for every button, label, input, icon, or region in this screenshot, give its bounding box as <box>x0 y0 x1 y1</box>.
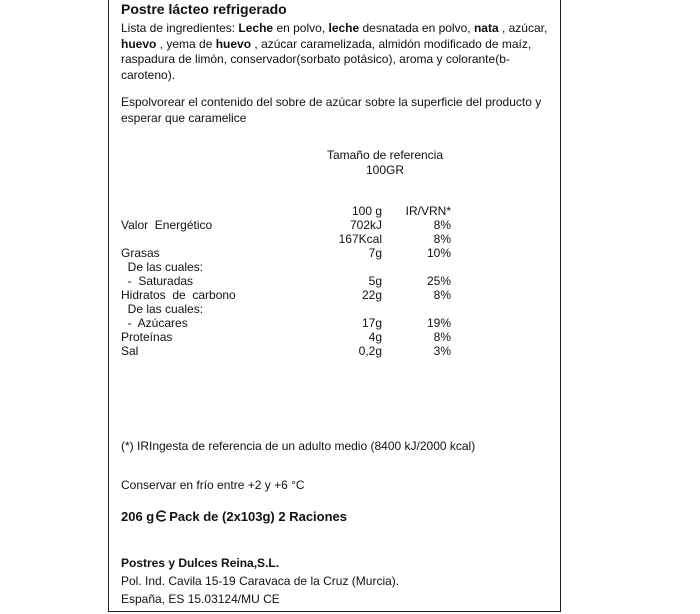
footnote: (*) IRIngesta de referencia de un adulto medio (8400 kJ/2000 kcal) <box>121 439 476 453</box>
product-title: Postre lácteo refrigerado <box>121 1 287 17</box>
nutrient-label: De las cuales: <box>121 302 204 316</box>
nutrient-value-ir: 8% <box>433 330 451 344</box>
nutrient-label: - Saturadas <box>121 274 194 288</box>
pack-description: Pack de (2x103g) 2 Raciones <box>169 509 348 524</box>
ingredient-text: , yema de <box>156 36 216 51</box>
nutrient-label: Grasas <box>121 246 160 260</box>
ingredients-list <box>121 21 553 83</box>
nutrient-value-ir: 10% <box>426 246 451 260</box>
nutrient-value-ir: 25% <box>426 274 451 288</box>
nutrient-value-100g: 167Kcal <box>338 232 382 246</box>
allergen: huevo <box>215 36 252 51</box>
ingredient-text: Lista de ingredientes: <box>121 21 239 35</box>
nutrient-value-100g: 0,2g <box>358 344 382 358</box>
nutrient-label: De las cuales: <box>121 260 204 274</box>
allergen: huevo <box>121 36 157 51</box>
allergen: nata <box>473 21 499 35</box>
preparation-instructions: Espolvorear el contenido del sobre de azúcar sobre la superficie del producto y esperar que caramelice <box>121 95 542 125</box>
ingredient-text: , azúcar caramelizada, almidón modificado de maíz, raspadura de limón, conservador(sorbato potásico), aroma y colorante(b-caroteno). <box>121 36 532 82</box>
storage-instructions: Conservar en frío entre +2 y +6 °C <box>121 478 305 492</box>
reference-size-label: Tamaño de referencia <box>326 148 444 162</box>
allergen: Leche <box>238 21 274 35</box>
nutrient-value-ir: 8% <box>433 288 451 302</box>
net-weight: 206 g <box>121 509 155 524</box>
nutrient-value-ir: 8% <box>433 218 451 232</box>
nutrient-label: Proteínas <box>121 330 173 344</box>
company-name: Postres y Dulces Reina,S.L. <box>121 556 280 570</box>
pack-info <box>121 510 347 524</box>
nutrient-value-ir: 19% <box>426 316 451 330</box>
nutrient-value-100g: 17g <box>361 316 382 330</box>
nutrient-value-100g: 5g <box>368 274 382 288</box>
ingredient-text: en polvo, <box>273 21 329 35</box>
nutrient-value-100g: 702kJ <box>349 218 382 232</box>
nutrient-value-ir: 3% <box>433 344 451 358</box>
allergen: leche <box>328 21 360 35</box>
reference-size-amount: 100GR <box>365 163 405 177</box>
nutrient-value-100g: 7g <box>368 246 382 260</box>
nutrition-column-100g: 100 g <box>351 204 382 218</box>
nutrient-label: - Azúcares <box>121 316 188 330</box>
ingredient-text: , azúcar, <box>498 21 548 35</box>
company-address: Pol. Ind. Cavila 15-19 Caravaca de la Cruz (Murcia). <box>121 574 400 588</box>
ingredient-text: desnatada en polvo, <box>359 21 474 35</box>
nutrient-label: Hidratos de carbono <box>121 288 236 302</box>
nutrient-label: Sal <box>121 344 139 358</box>
nutrient-value-100g: 22g <box>361 288 382 302</box>
nutrition-column-ir: IR/VRN* <box>405 204 451 218</box>
health-registry: España, ES 15.03124/MU CE <box>121 592 280 606</box>
e-mark-icon <box>155 510 167 522</box>
nutrient-label: Valor Energético <box>121 218 213 232</box>
nutrient-value-100g: 4g <box>368 330 382 344</box>
nutrient-value-ir: 8% <box>433 232 451 246</box>
